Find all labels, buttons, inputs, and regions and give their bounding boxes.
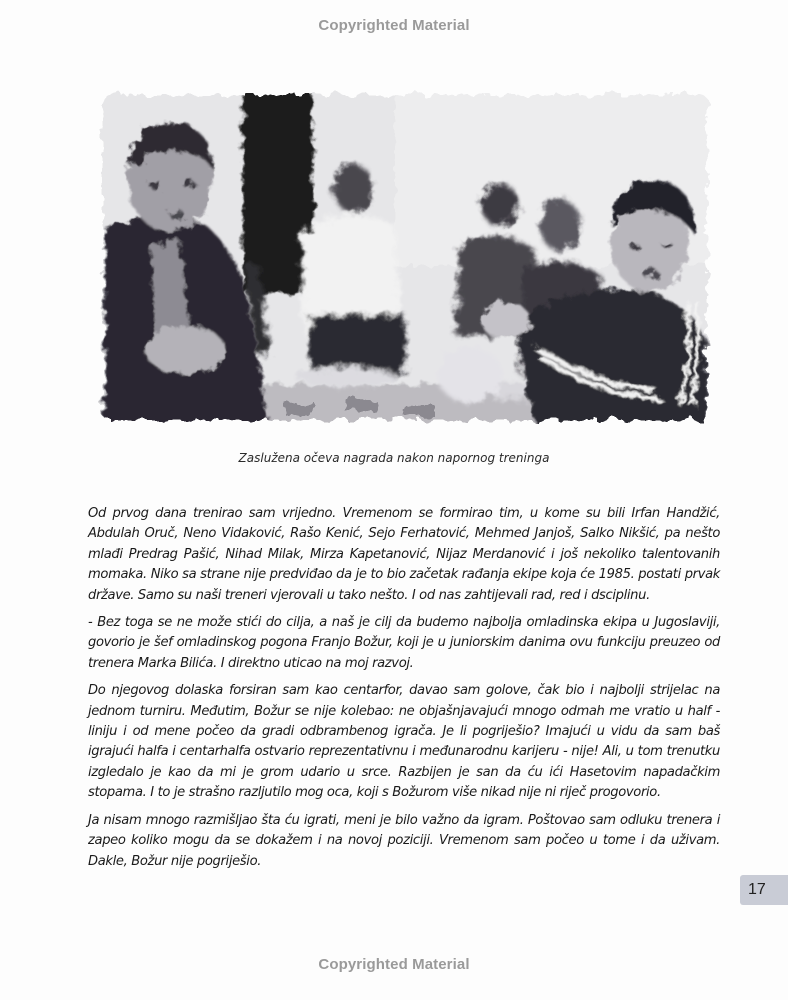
article-body [88,504,720,879]
paragraph: Od prvog dana trenirao sam vrijedno. Vremenom se formirao tim, u kome su bili Irfan Handžić, Abdulah Oruč, Neno Vidaković, Rašo Kenić, Sejo Ferhatović, Mehmed Janjoš, Salko Nikšić, pa nešto mlađi Predrag Pašić, Nihad Milak, Mirza Kapetanović, Nijaz Merdanović i još nekoliko talentovanih momaka. Niko sa strane nije predviđao da je to bio začetak rađanja ekipe koja će 1985. postati prvak države. Samo su naši treneri vjerovali u tako nešto. I od nas zahtijevali rad, red i dsciplinu. [88,506,720,603]
paragraph: Ja nisam mnogo razmišljao šta ću igrati, meni je bilo važno da igram. Poštovao sam odluku trenera i zapeo koliko mogu da se dokažem i na novoj poziciji. Vremenom sam počeo u tome i da uživam. Dakle, Božur nije pogriješio. [88,812,720,869]
photo [95,85,715,430]
copyright-watermark-top: Copyrighted Material [318,17,470,34]
photo-image-icon [95,85,715,430]
paragraph: - Bez toga se ne može stići do cilja, a naš je cilj da budemo najbolja omladinska ekipa u Jugoslaviji, govorio je šef omladinskog pogona Franjo Božur, koji je u juniorskim danima ovu funkciju preuzeo od trenera Marka Bilića. I direktno uticao na moj razvoj. [88,615,720,671]
photo-caption: Zaslužena očeva nagrada nakon napornog treninga [238,451,550,465]
page-number: 17 [740,875,788,905]
paragraph: Do njegovog dolaska forsiran sam kao centarfor, davao sam golove, čak bio i najbolji strijelac na jednom turniru. Međutim, Božur se nije kolebao: ne objašnjavajući mnogo odmah me vratio u half - liniju i od mene počeo da gradi odbrambenog igrača. Je li pogriješio? Imajući u vidu da sam baš igrajući halfa i centarhalfa ostvario reprezentativnu i međunarodnu karijeru - nije! Ali, u tom trenutku izgledalo je kao da mi je grom udario u srce. Razbijen je san da ću ići Hasetovim napadačkim stopama. I to je strašno razljutilo mog oca, koji s Božurom više nikad nije ni riječ progovorio. [88,683,720,801]
copyright-watermark-bottom: Copyrighted Material [318,956,470,973]
